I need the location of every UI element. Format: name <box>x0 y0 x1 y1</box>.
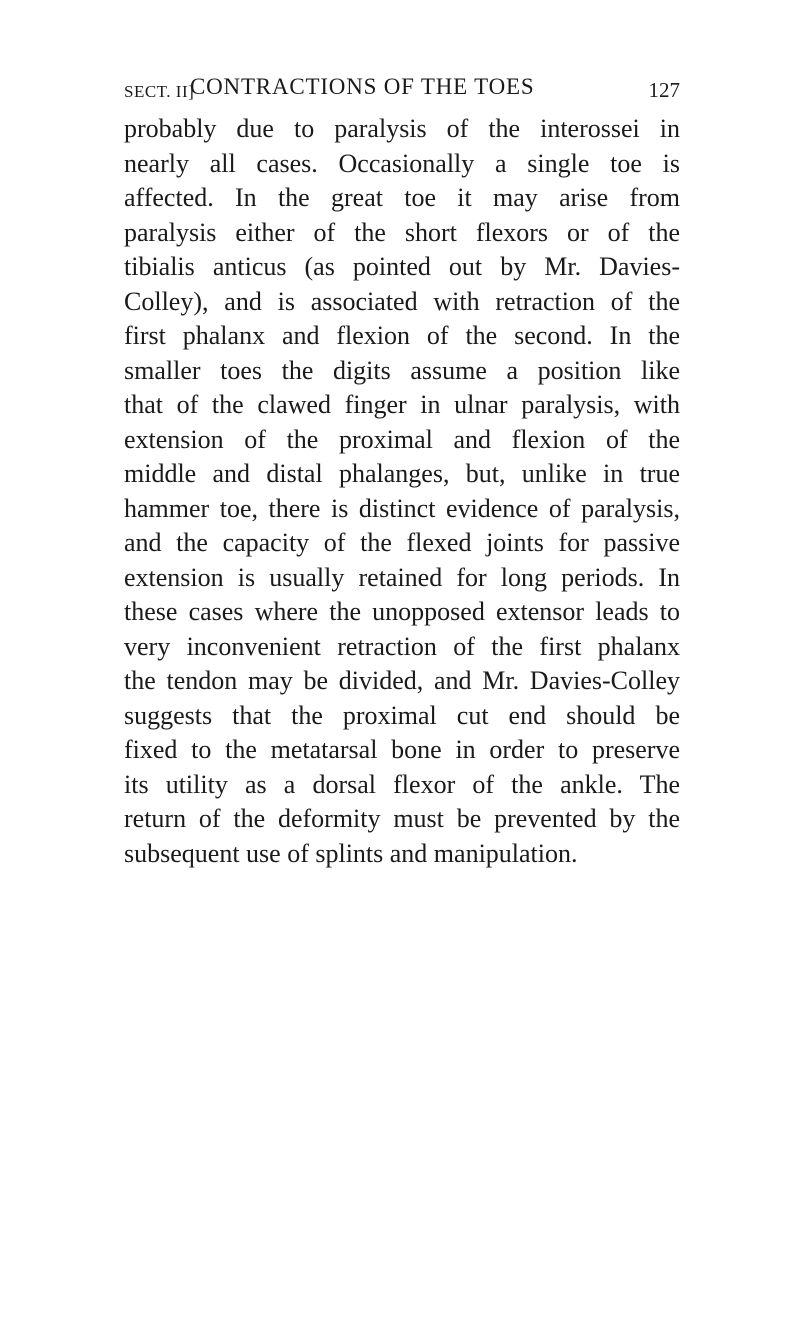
running-head <box>124 74 680 106</box>
text-line: return of the deformity must be prevented by the <box>124 804 680 833</box>
text-line: affected. In the great toe it may arise from <box>124 183 680 212</box>
section-label: SECT. II] <box>124 82 195 101</box>
text-line: that of the clawed finger in ulnar paralysis, with <box>124 390 680 419</box>
running-title: CONTRACTIONS OF THE TOES <box>190 74 535 99</box>
text-line: extension of the proximal and flexion of the <box>124 424 680 454</box>
text-line: tibialis anticus (as pointed out by Mr. Davies- <box>124 252 680 281</box>
body-paragraph <box>124 112 680 871</box>
text-line: subsequent use of splints and manipulation. <box>124 838 578 868</box>
text-line: and the capacity of the flexed joints for passive <box>124 528 680 557</box>
text-line: hammer toe, there is distinct evidence of paralysis, <box>124 493 680 523</box>
text-line: nearly all cases. Occasionally a single toe is <box>124 148 680 178</box>
text-line: middle and distal phalanges, but, unlike in true <box>124 459 680 488</box>
text-line: these cases where the unopposed extensor leads to <box>124 597 680 626</box>
page-number: 127 <box>648 78 680 102</box>
text-line: paralysis either of the short flexors or of the <box>124 217 680 247</box>
text-line: first phalanx and flexion of the second. In the <box>124 321 680 350</box>
text-line: the tendon may be divided, and Mr. Davies-Colley <box>124 666 680 695</box>
text-line: smaller toes the digits assume a position like <box>124 355 680 385</box>
text-line: very inconvenient retraction of the first phalanx <box>124 631 680 661</box>
text-line: suggests that the proximal cut end should be <box>124 700 680 730</box>
text-line: Colley), and is associated with retraction of the <box>124 286 680 316</box>
text-line: probably due to paralysis of the interossei in <box>124 114 680 143</box>
text-line: fixed to the metatarsal bone in order to preserve <box>124 735 680 764</box>
text-line: its utility as a dorsal flexor of the ankle. The <box>124 769 680 799</box>
text-line: extension is usually retained for long periods. In <box>124 562 680 592</box>
